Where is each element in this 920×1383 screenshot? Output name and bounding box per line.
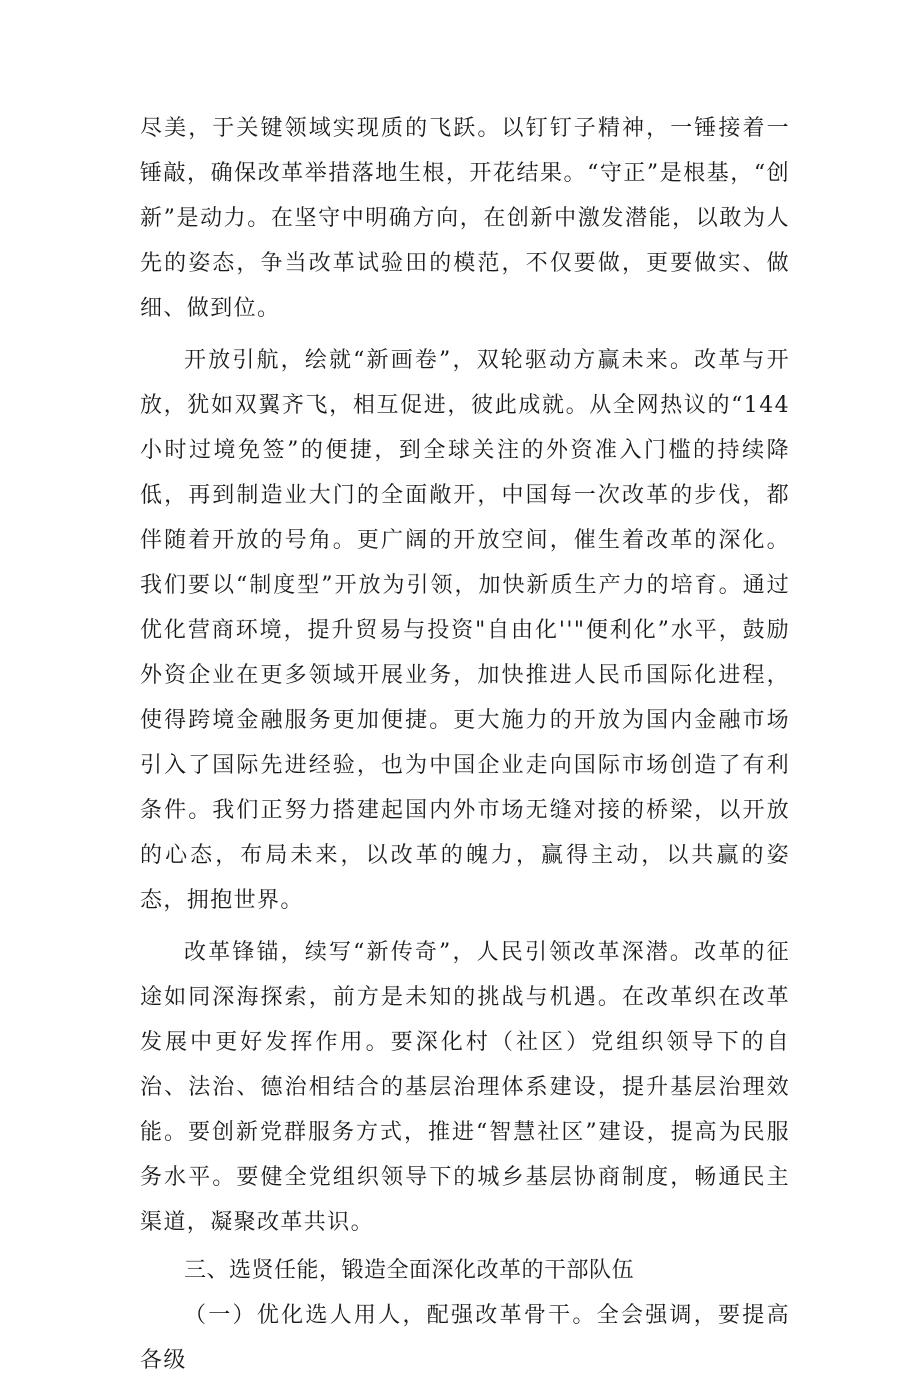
document-body bbox=[140, 106, 790, 1383]
paragraph-cadre-selection: （一）优化选人用人，配强改革骨干。全会强调，要提高各级 bbox=[140, 1303, 790, 1373]
section-heading: 三、选贤任能，锻造全面深化改革的干部队伍 bbox=[184, 1258, 635, 1283]
paragraph-reform-anchor: 改革锋锚，续写“新传奇”，人民引领改革深潜。改革的征途如同深海探索，前方是未知的挑战与机遇。在改革织在改革发展中更好发挥作用。要深化村（社区）党组织领导下的自治、法治、德治相结合的基层治理体系建设，提升基层治理效能。要创新党群服务方式，推进“智慧社区”建设，提高为民服务水平。要健全党组织领导下的城乡基层协商制度，畅通民主渠道，凝聚改革共识。 bbox=[140, 940, 790, 1235]
paragraph-opening-up: 开放引航，绘就“新画卷”，双轮驱动方赢未来。改革与开放，犹如双翼齐飞，相互促进，彼此成就。从全网热议的“144小时过境免签”的便捷，到全球关注的外资准入门槛的持续降低，再到制造业大门的全面敞开，中国每一次改革的步伐，都伴随着开放的号角。更广阔的开放空间，催生着改革的深化。我们要以“制度型”开放为引领，加快新质生产力的培育。通过优化营商环境，提升贸易与投资"自由化''"便利化”水平，鼓励外资企业在更多领域开展业务，加快推进人民币国际化进程，使得跨境金融服务更加便捷。更大施力的开放为国内金融市场引入了国际先进经验，也为中国企业走向国际市场创造了有利条件。我们正努力搭建起国内外市场无缝对接的桥梁，以开放的心态，布局未来，以改革的魄力，赢得主动，以共赢的姿态，拥抱世界。 bbox=[140, 348, 790, 913]
paragraph-continuation: 尽美，于关键领域实现质的飞跃。以钉钉子精神，一锤接着一锤敲，确保改革举措落地生根，开花结果。“守正”是根基，“创新”是动力。在坚守中明确方向，在创新中激发潜能，以敢为人先的姿态，争当改革试验田的模范，不仅要做，更要做实、做细、做到位。 bbox=[140, 116, 790, 321]
